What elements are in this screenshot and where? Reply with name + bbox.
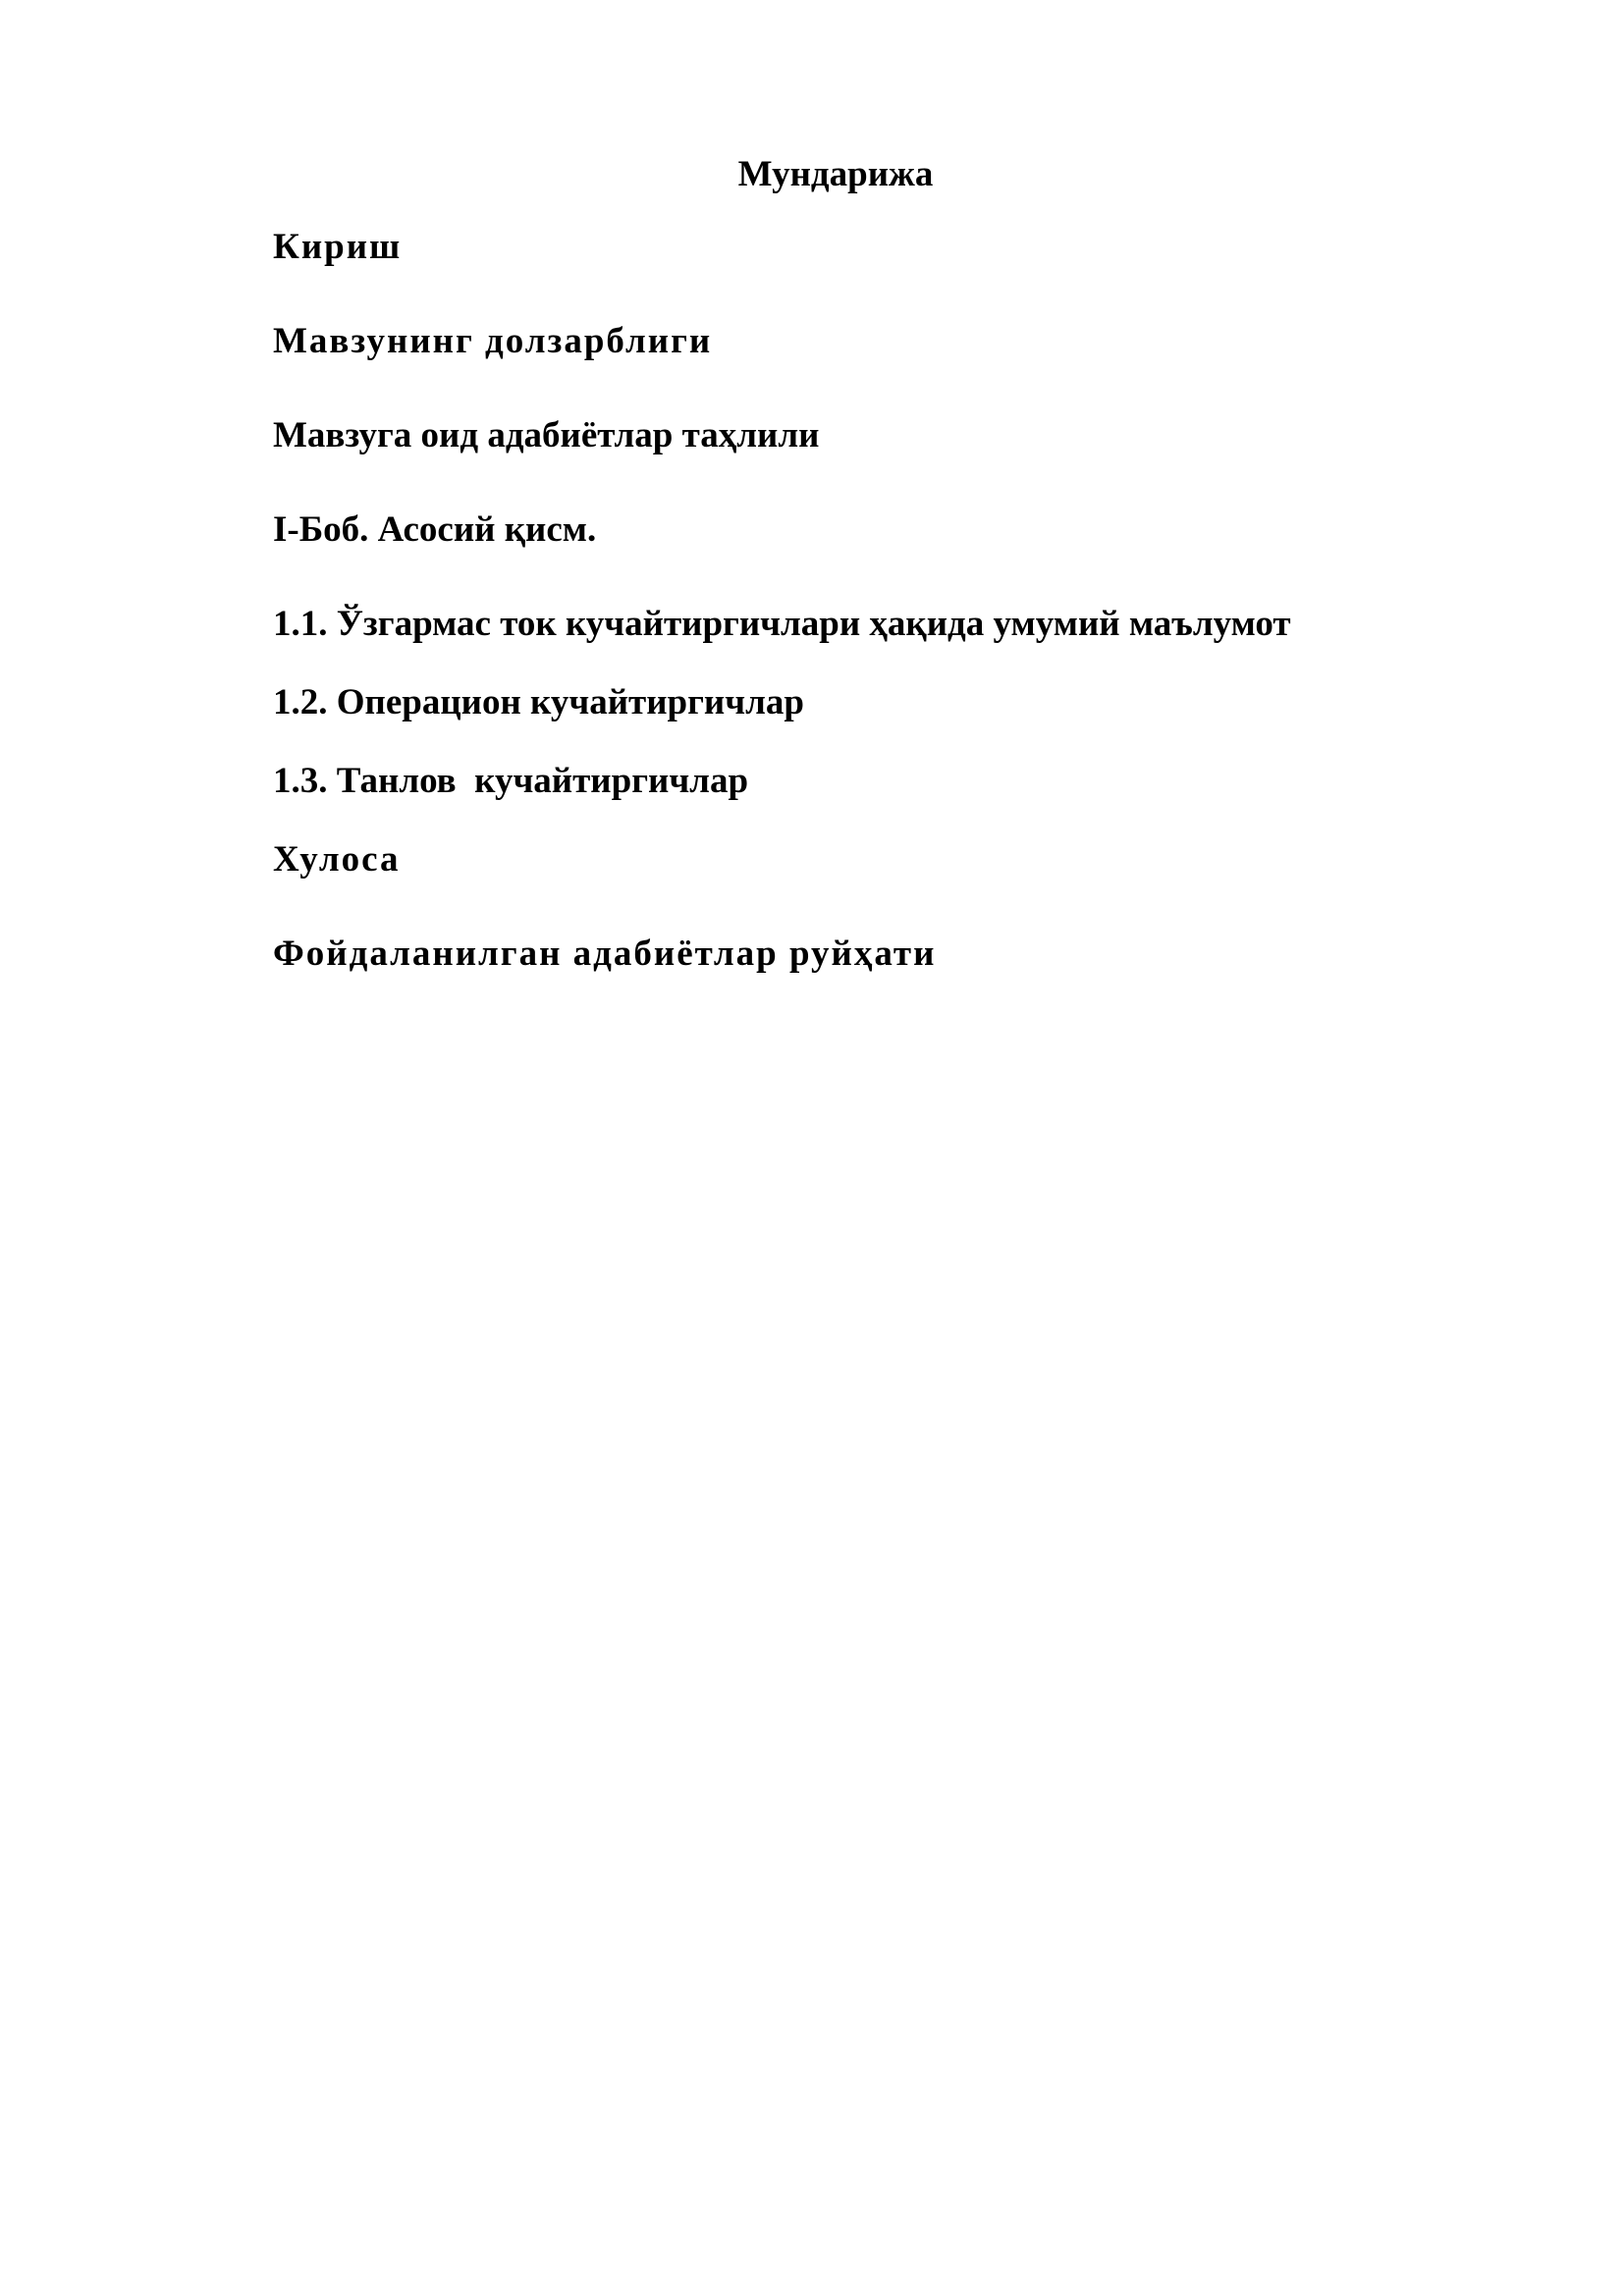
toc-item-section-1-1: 1.1. Ўзгармас ток кучайтиргичлари ҳақида умумий маълумот (273, 604, 1291, 644)
toc-item-relevance: Мавзунинг долзарблиги (273, 321, 713, 361)
toc-item-literature-analysis: Мавзуга оид адабиётлар таҳлили (273, 415, 820, 455)
page-title: Мундарижа (737, 154, 934, 194)
toc-item-conclusion: Хулоса (273, 839, 401, 880)
toc-item-references: Фойдаланилган адабиётлар руйҳати (273, 934, 937, 974)
toc-item-introduction: Кириш (273, 227, 403, 267)
toc-item-section-1-3: 1.3. Танлов кучайтиргичлар (273, 761, 749, 801)
toc-item-chapter-1: I-Боб. Асосий қисм. (273, 509, 597, 550)
toc-item-section-1-2: 1.2. Операцион кучайтиргичлар (273, 682, 804, 722)
